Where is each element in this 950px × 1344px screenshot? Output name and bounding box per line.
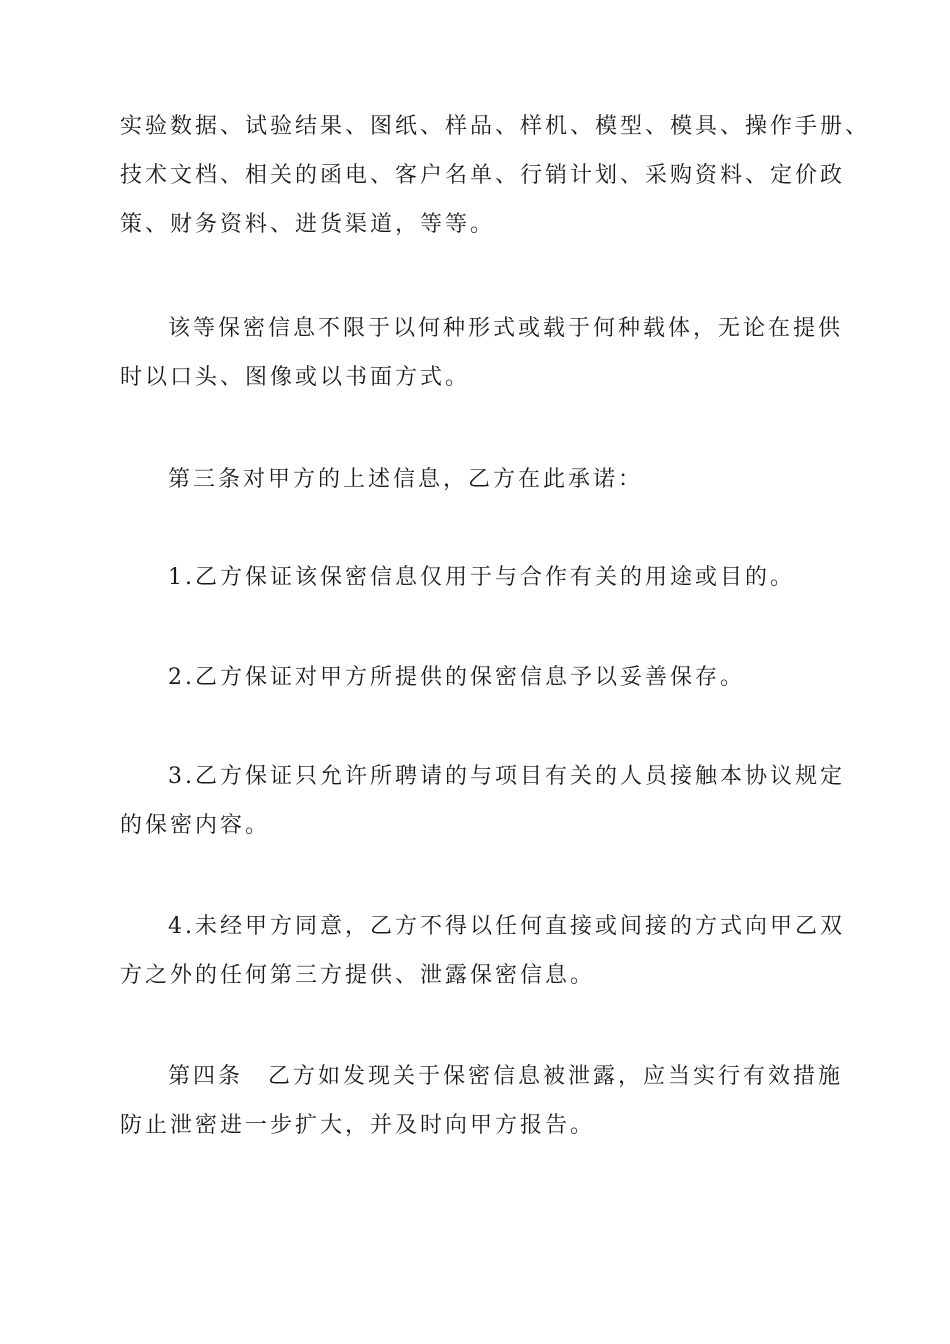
text-line: 的保密内容。 [120, 813, 271, 838]
paragraph-commitment-1 [120, 553, 832, 602]
text-line: 实验数据、试验结果、图纸、样品、样机、模型、模具、操作手册、 [120, 114, 871, 139]
text-line: 防止泄密进一步扩大，并及时向甲方报告。 [120, 1113, 596, 1138]
text-line: 1.乙方保证该保密信息仅用于与合作有关的用途或目的。 [168, 565, 795, 590]
text-line: 第三条对甲方的上述信息，乙方在此承诺： [168, 467, 644, 492]
paragraph-article-three [120, 455, 832, 504]
paragraph-commitment-2 [120, 653, 832, 702]
text-line: 技术文档、相关的函电、客户名单、行销计划、采购资料、定价政 [120, 163, 846, 188]
text-line: 方之外的任何第三方提供、泄露保密信息。 [120, 963, 596, 988]
text-line: 时以口头、图像或以书面方式。 [120, 365, 471, 390]
paragraph-article-four [120, 1052, 844, 1150]
paragraph-information-forms [120, 304, 844, 402]
paragraph-commitment-4 [120, 902, 845, 1000]
text-line: 第四条 乙方如发现关于保密信息被泄露，应当实行有效措施 [168, 1064, 844, 1089]
text-line: 2.乙方保证对甲方所提供的保密信息予以妥善保存。 [168, 665, 745, 690]
text-line: 3.乙方保证只允许所聘请的与项目有关的人员接触本协议规定 [168, 764, 845, 789]
text-line: 4.未经甲方同意，乙方不得以任何直接或间接的方式向甲乙双 [168, 914, 845, 939]
paragraph-commitment-3 [120, 752, 845, 850]
text-line: 该等保密信息不限于以何种形式或载于何种载体，无论在提供 [168, 316, 844, 341]
text-line: 策、财务资料、进货渠道，等等。 [120, 212, 496, 237]
paragraph-confidential-materials-list [120, 102, 871, 249]
